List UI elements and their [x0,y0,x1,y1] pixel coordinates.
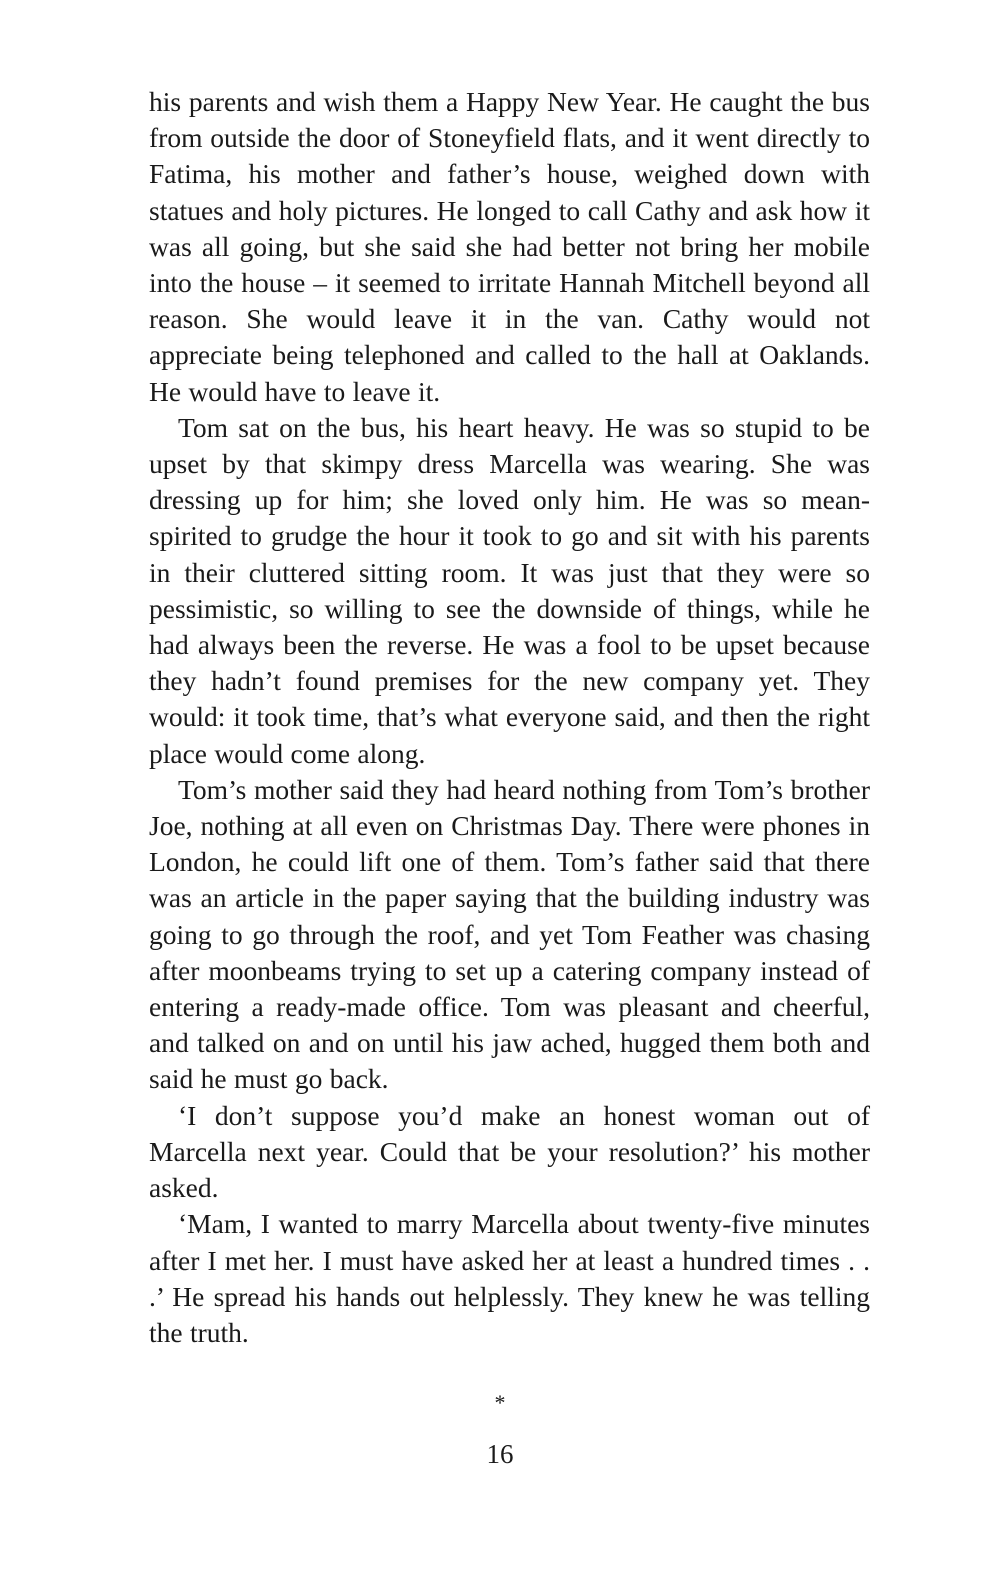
paragraph-5: ‘Mam, I wanted to marry Marcella about twenty-five minutes after I met her. I must have asked her at least a hundred times . . .’ He spread his hands out helplessly. They knew he was telling the truth. [149,1208,870,1348]
paragraph-1: his parents and wish them a Happy New Year. He caught the bus from outside the door of Stoneyfield flats, and it went directly to Fatima, his mother and father’s house, weighed down with statues and holy pictures. He longed to call Cathy and ask how it was all going, but she said she had better not bring her mobile into the house – it seemed to irritate Hannah Mitchell beyond all reason. She would leave it in the van. Cathy would not appreciate being telephoned and called to the hall at Oaklands. He would have to leave it. [149,86,870,407]
section-break-asterisk: * [494,1390,506,1415]
page-body [149,84,870,1351]
paragraph-2: Tom sat on the bus, his heart heavy. He was so stupid to be upset by that skimpy dress Marcella was wearing. She was dressing up for him; she loved only him. He was so mean-spirited to grudge the hour it took to go and sit with his parents in their cluttered sitting room. It was just that they were so pessimistic, so willing to see the downside of things, while he had always been the reverse. He was a fool to be upset because they hadn’t found premises for the new company yet. They would: it took time, that’s what everyone said, and then the right place would come along. [149,411,870,769]
page-number: 16 [486,1439,514,1469]
paragraph-4: ‘I don’t suppose you’d make an honest woman out of Marcella next year. Could that be your resolution?’ his mother asked. [149,1099,870,1204]
paragraph-3: Tom’s mother said they had heard nothing from Tom’s brother Joe, nothing at all even on Christmas Day. There were phones in London, he could lift one of them. Tom’s father said that there was an article in the paper saying that the building industry was going to go through the roof, and yet Tom Feather was chasing after moonbeams trying to set up a catering company instead of entering a ready-made office. Tom was pleasant and cheerful, and talked on and on until his jaw ached, hugged them both and said he must go back. [149,773,870,1095]
